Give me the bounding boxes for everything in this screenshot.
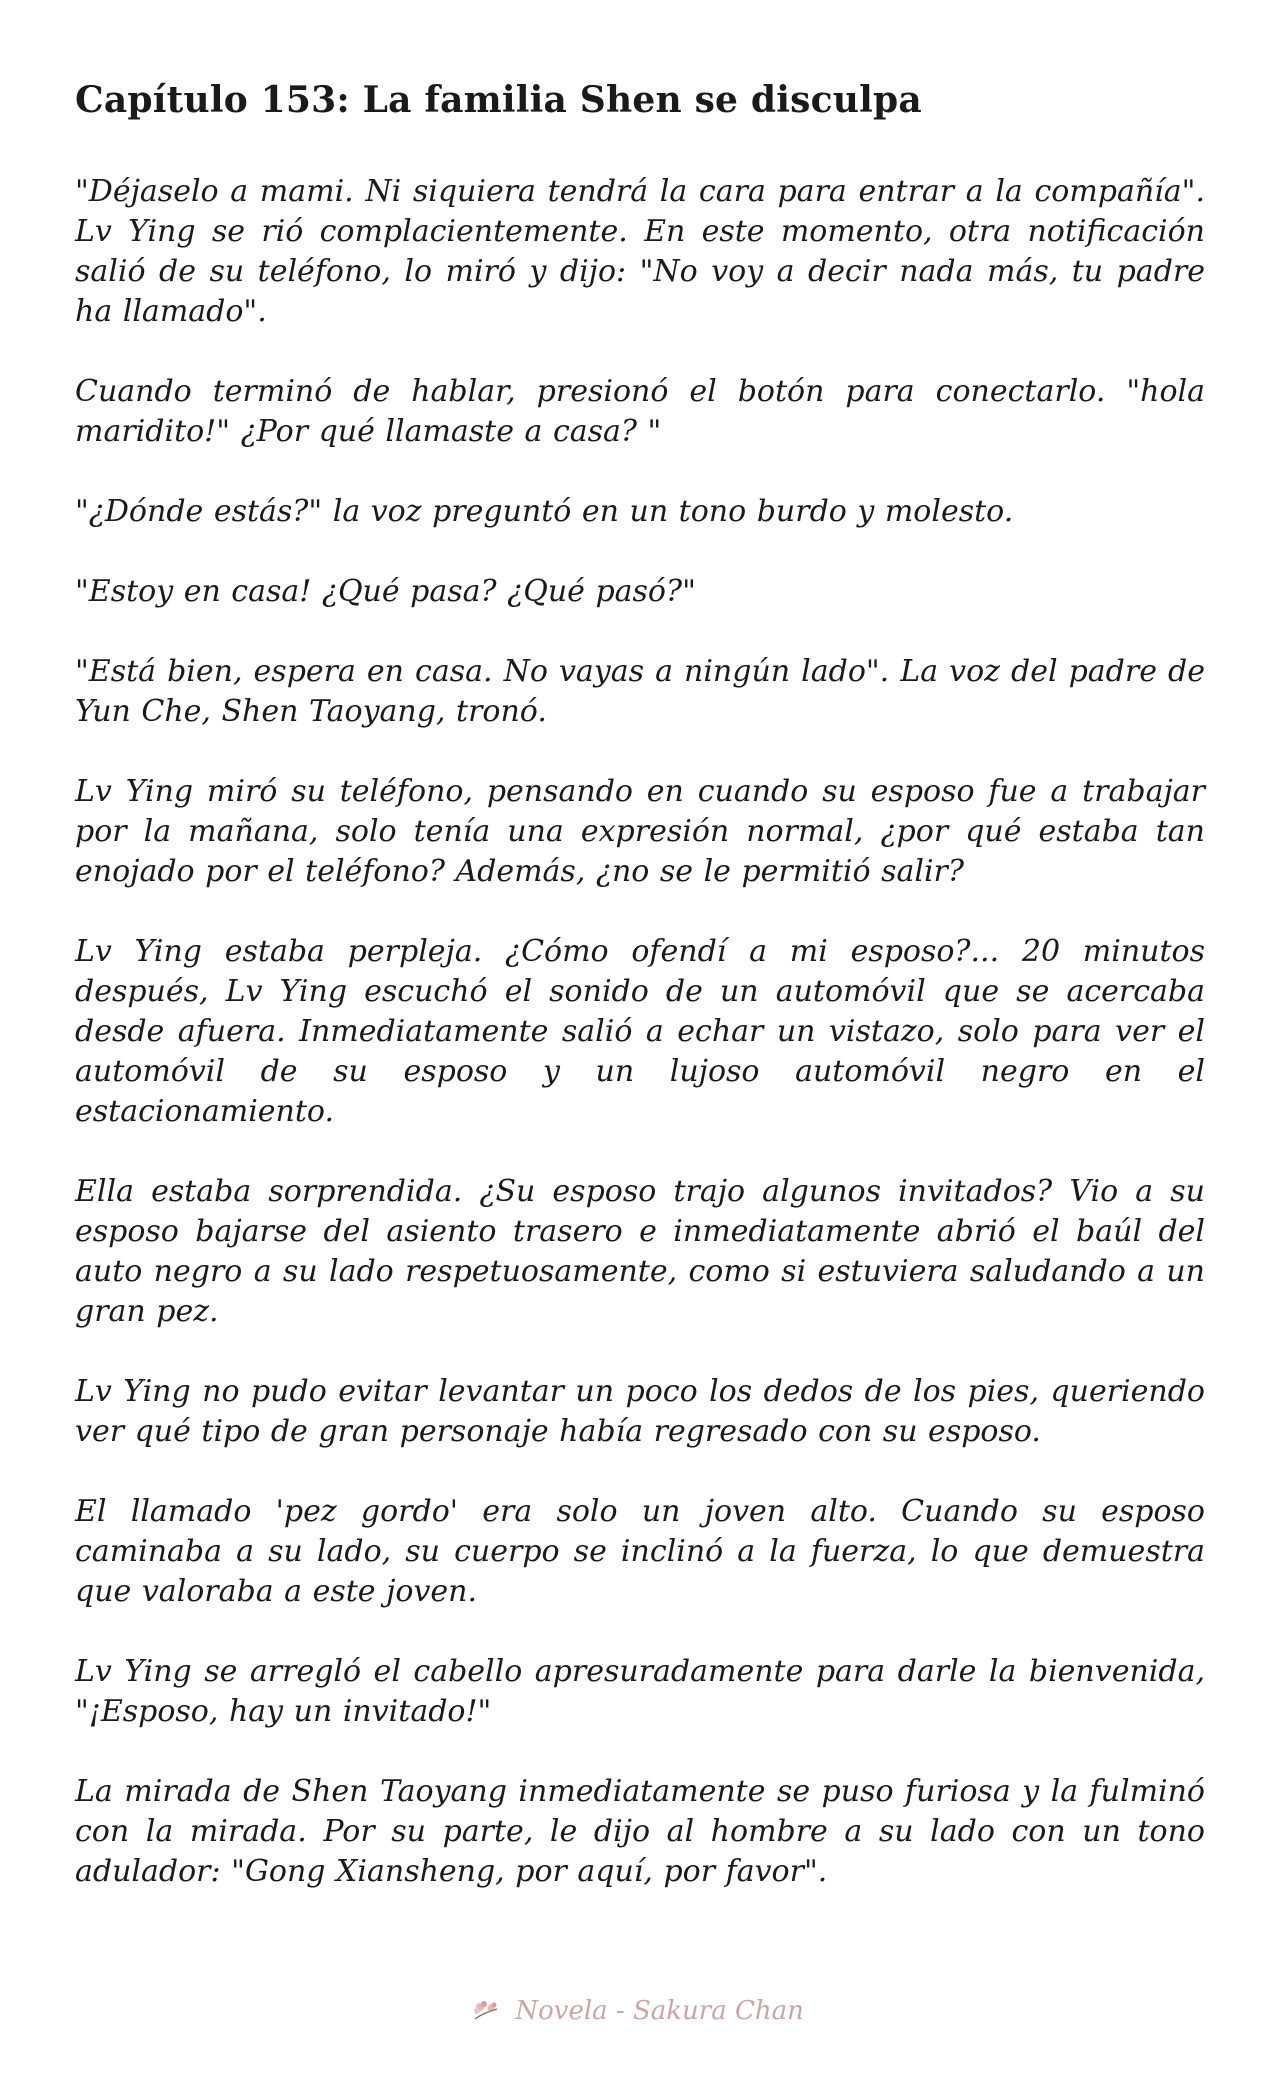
- paragraph: Lv Ying no pudo evitar levantar un poco los dedos de los pies, queriendo ver qué tipo de gran personaje había regresado con su esposo.: [75, 1374, 1205, 1449]
- paragraph: Lv Ying estaba perpleja. ¿Cómo ofendí a mi esposo?... 20 minutos después, Lv Ying escuchó el sonido de un automóvil que se acercaba desde afuera. Inmediatamente salió a echar un vistazo, solo para ver el automóvil de su esposo y un lujoso automóvil negro en el estacionamiento.: [75, 934, 1205, 1129]
- paragraph: "Está bien, espera en casa. No vayas a ningún lado". La voz del padre de Yun Che, Shen Taoyang, tronó.: [75, 654, 1205, 729]
- paragraph: "Déjaselo a mami. Ni siquiera tendrá la cara para entrar a la compañía". Lv Ying se rió complacientemente. En este momento, otra notificación salió de su teléfono, lo miró y dijo: "No voy a decir nada más, tu padre ha llamado".: [75, 174, 1205, 329]
- paragraph: Cuando terminó de hablar, presionó el botón para conectarlo. "hola maridito!" ¿Por qué llamaste a casa? ": [75, 374, 1205, 449]
- paragraph: "Estoy en casa! ¿Qué pasa? ¿Qué pasó?": [75, 574, 696, 609]
- chapter-title: Capítulo 153: La familia Shen se disculpa: [75, 79, 922, 121]
- paragraph: La mirada de Shen Taoyang inmediatamente se puso furiosa y la fulminó con la mirada. Por su parte, le dijo al hombre a su lado con un tono adulador: "Gong Xiansheng, por aquí, por favor".: [75, 1774, 1205, 1889]
- watermark: [0, 1996, 1275, 2026]
- paragraph: El llamado 'pez gordo' era solo un joven alto. Cuando su esposo caminaba a su lado, su cuerpo se inclinó a la fuerza, lo que demuestra que valoraba a este joven.: [75, 1494, 1205, 1609]
- sakura-blossom-icon: [471, 1999, 501, 2023]
- chapter-page: [75, 72, 1205, 1932]
- paragraph: Lv Ying se arregló el cabello apresuradamente para darle la bienvenida, "¡Esposo, hay un invitado!": [75, 1654, 1205, 1729]
- paragraph: "¿Dónde estás?" la voz preguntó en un tono burdo y molesto.: [75, 494, 1014, 529]
- paragraph: Ella estaba sorprendida. ¿Su esposo trajo algunos invitados? Vio a su esposo bajarse del asiento trasero e inmediatamente abrió el baúl del auto negro a su lado respetuosamente, como si estuviera saludando a un gran pez.: [75, 1174, 1205, 1329]
- paragraph: Lv Ying miró su teléfono, pensando en cuando su esposo fue a trabajar por la mañana, solo tenía una expresión normal, ¿por qué estaba tan enojado por el teléfono? Además, ¿no se le permitió salir?: [75, 774, 1205, 889]
- watermark-text: Novela - Sakura Chan: [515, 1996, 804, 2026]
